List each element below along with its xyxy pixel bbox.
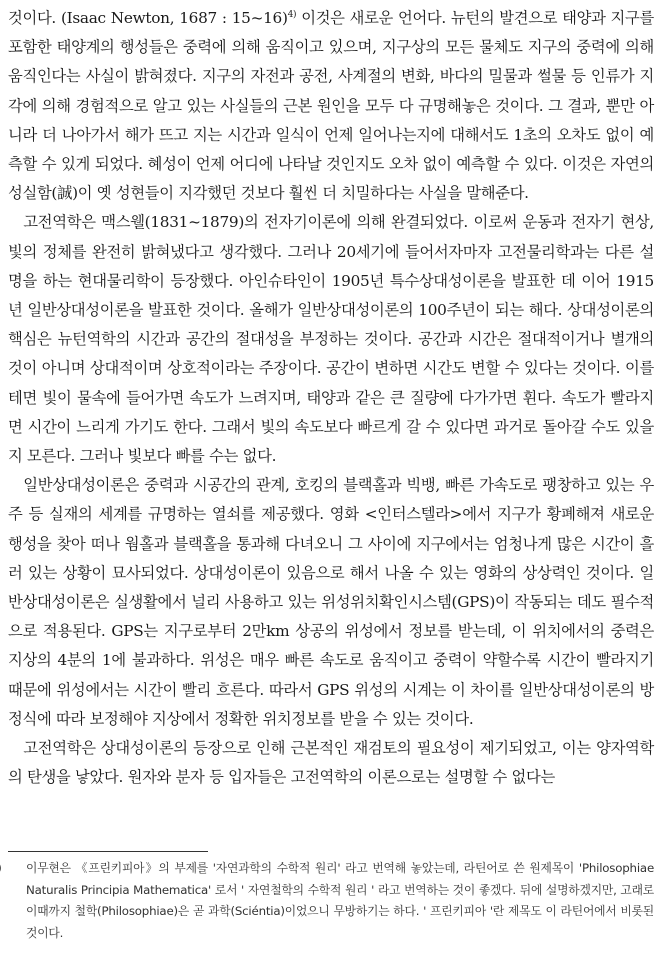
footnotes xyxy=(8,858,654,944)
footnote-divider xyxy=(8,851,208,852)
footnote-reference-4[interactable]: 4) xyxy=(287,9,297,20)
paragraph-4: 고전역학은 상대성이론의 등장으로 인해 근본적인 재검토의 필요성이 제기되었고, 이는 양자역학의 탄생을 낳았다. 원자와 분자 등 입자들은 고전역학의 이론으로는 설명할 수 없다는 xyxy=(8,739,654,787)
paragraph-3: 일반상대성이론은 중력과 시공간의 관계, 호킹의 블랙홀과 빅뱅, 빠른 가속도로 팽창하고 있는 우주 등 실재의 세계를 규명하는 열쇠를 제공했다. 영화 <인터스텔라>에서 지구가 황폐해져 새로운 행성을 찾아 떠나 웜홀과 블랙홀을 통과해 다녀오니 그 사이에 지구에서는 엄청나게 많은 시간이 흘러 있는 상황이 묘사되었다. 상대성이론이 있음으로 해서 나올 수 있는 영화의 상상력인 것이다. 일반상대성이론은 실생활에서 널리 사용하고 있는 위성위치확인시스템(GPS)이 작동되는 데도 필수적으로 적용된다. GPS는 지구로부터 2만km 상공의 위성에서 정보를 받는데, 이 위치에서의 중력은 지상의 4분의 1에 불과하다. 위성은 매우 빠른 속도로 움직이고 중력이 약할수록 시간이 빨라지기 때문에 위성에서는 시간이 빨리 흐른다. 따라서 GPS 위성의 시계는 이 차이를 일반상대성이론의 방정식에 따라 보정해야 지상에서 정확한 위치정보를 받을 수 있는 것이다. xyxy=(8,476,655,728)
paragraph-1-text-start: 것이다. (Isaac Newton, 1687 : 15~16) xyxy=(8,9,288,27)
body-text xyxy=(8,4,654,792)
footnote-number xyxy=(8,858,26,880)
paragraph-2: 고전역학은 맥스웰(1831~1879)의 전자기이론에 의해 완결되었다. 이로써 운동과 전자기 현상, 빛의 정체를 완전히 밝혀냈다고 생각했다. 그러나 20세기에 들어서자마자 고전물리학과는 다른 설명을 하는 현대물리학이 등장했다. 아인슈타인이 1905년 특수상대성이론을 발표한 데 이어 1915년 일반상대성이론을 발표한 것이다. 올해가 일반상대성이론의 100주년이 되는 해다. 상대성이론의 핵심은 뉴턴역학의 시간과 공간의 절대성을 부정하는 것이다. 공간과 시간은 절대적이거나 별개의 것이 아니며 상대적이며 상호적이라는 주장이다. 공간이 변하면 시간도 변할 수 있다는 것이다. 이를테면 빛이 물속에 들어가면 속도가 느려지며, 태양과 같은 큰 질량에 다가가면 휜다. 속도가 빨라지면 시간이 느리게 가기도 한다. 그래서 빛의 속도보다 빠르게 갈 수 있다면 과거로 돌아갈 수도 있을지 모른다. 그러나 빛보다 빠를 수는 없다. xyxy=(8,213,654,466)
paragraph-1-text-end: 이것은 새로운 언어다. 뉴턴의 발견으로 태양과 지구를 포함한 태양계의 행성들은 중력에 의해 움직이고 있으며, 지구상의 모든 물체도 지구의 중력에 의해 움직인다는 사실이 밝혀졌다. 지구의 자전과 공전, 사계절의 변화, 바다의 밀물과 썰물 등 인류가 지각에 의해 경험적으로 알고 있는 사실들의 근본 원인을 모두 다 규명해놓은 것이다. 그 결과, 뿐만 아니라 더 나아가서 해가 뜨고 지는 시간과 일식이 언제 일어나는지에 대해서도 1초의 오차도 없이 예측할 수 있게 되었다. 혜성이 언제 어디에 나타날 것인지도 오차 없이 예측할 수 있다. 이것은 자연의 성실함(誠)이 옛 성현들이 지각했던 것보다 훨씬 더 치밀하다는 사실을 말해준다. xyxy=(8,9,654,203)
footnote-4 xyxy=(8,858,654,944)
footnote-text: 이무현은 《프린키피아》의 부제를 '자연과학의 수학적 원리' 라고 번역해 놓았는데, 라틴어로 쓴 원제목이 'Philosophiae Naturalis Principia Mathematica' 로서 ' 자연철학의 수학적 원리 ' 라고 번역하는 것이 좋겠다. 뒤에 설명하겠지만, 고래로 이때까지 철학(Philosophiae)은 곧 과학(Sciéntia)이었으니 무방하기는 하다. ' 프린키피아 '란 제목도 이 라틴어에서 비롯된 것이다. xyxy=(26,861,654,940)
paragraph-1 xyxy=(8,4,654,208)
